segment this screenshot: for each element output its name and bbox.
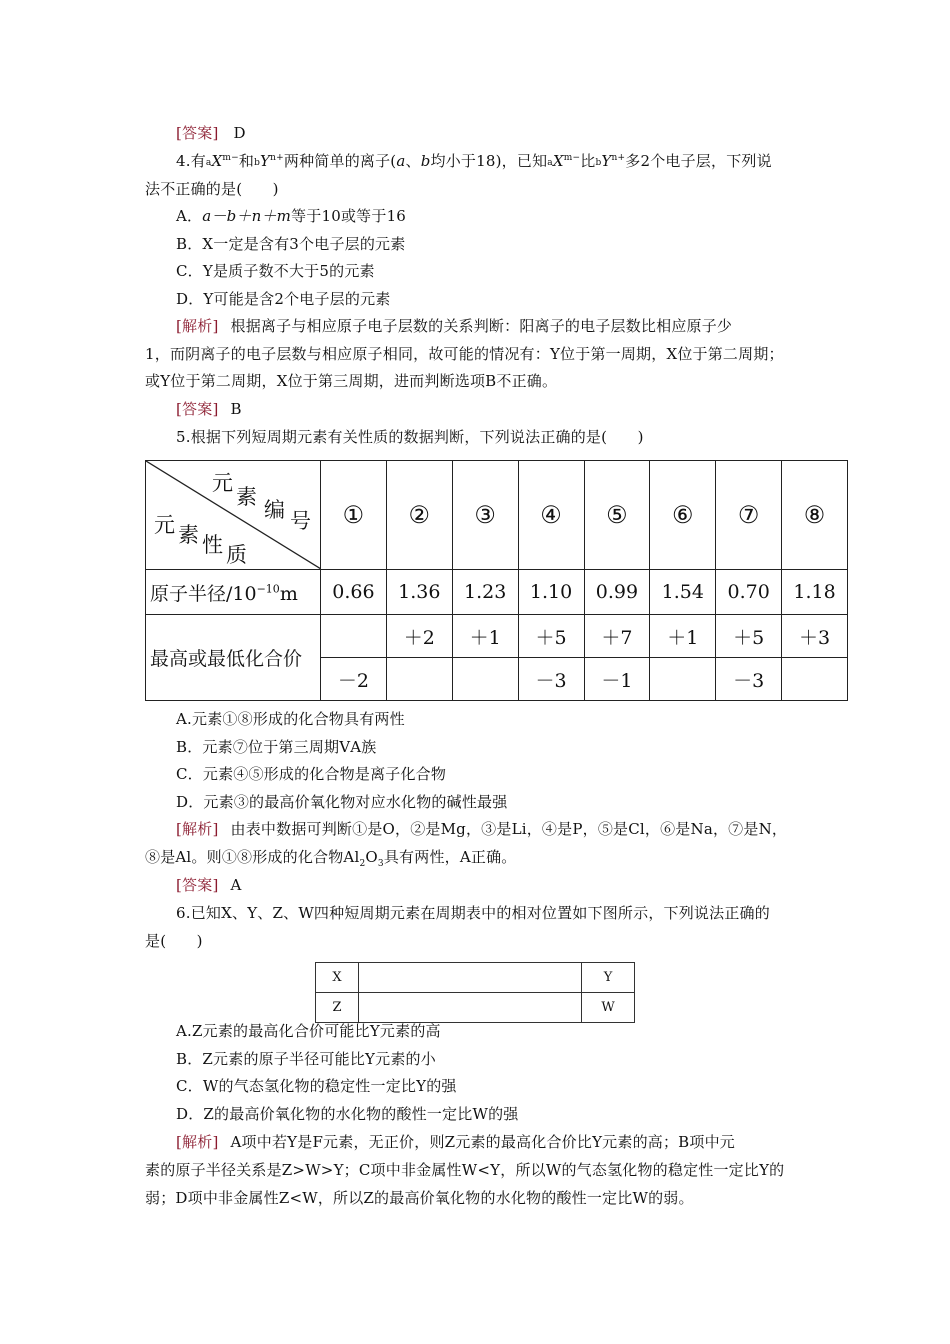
min-valence-value bbox=[650, 658, 716, 701]
q4-text: 4.有 bbox=[176, 152, 206, 170]
q4-text: 比 bbox=[580, 152, 596, 170]
element-properties-table bbox=[145, 460, 848, 701]
ion-prefix: b bbox=[595, 158, 602, 168]
q4-analysis-line1 bbox=[176, 315, 732, 337]
min-valence-value: －3 bbox=[518, 658, 584, 701]
header-char: 号 bbox=[290, 509, 311, 533]
q6-option-c: C．W的气态氢化物的稳定性一定比Y的强 bbox=[176, 1077, 457, 1095]
analysis-tag: [解析] bbox=[176, 317, 219, 335]
ion-charge: m− bbox=[563, 153, 581, 163]
q5-option-a: A.元素①⑧形成的化合物具有两性 bbox=[176, 710, 405, 728]
subscript: 2 bbox=[359, 859, 366, 869]
q5-option-b: B．元素⑦位于第三周期ⅤA族 bbox=[176, 738, 377, 756]
q5-option-c: C．元素④⑤形成的化合物是离子化合物 bbox=[176, 765, 447, 783]
max-valence-value: ＋2 bbox=[386, 615, 452, 658]
radius-exponent: −10 bbox=[256, 582, 280, 596]
q4-text: 两种简单的离子( bbox=[283, 152, 397, 170]
header-char: 质 bbox=[226, 543, 247, 567]
option-text: 等于10或等于16 bbox=[291, 207, 407, 225]
answer-tag: [答案] bbox=[176, 124, 219, 142]
q4-analysis-line2: 1，而阴离子的电子层数与相应原子相同，故可能的情况有：Y位于第一周期，X位于第二周期； bbox=[145, 345, 784, 363]
radius-value: 1.54 bbox=[650, 570, 716, 615]
diagonal-header-cell bbox=[146, 461, 321, 570]
header-char: 素 bbox=[236, 485, 257, 509]
element-number: ⑤ bbox=[584, 461, 650, 570]
valence-label: 最高或最低化合价 bbox=[146, 615, 321, 701]
grid-row-bottom bbox=[316, 993, 635, 1023]
grid-cell-y: Y bbox=[582, 963, 635, 993]
header-char: 性 bbox=[202, 533, 223, 557]
analysis-text: ⑧是Al。则①⑧形成的化合物Al bbox=[145, 848, 360, 866]
header-char: 素 bbox=[178, 523, 199, 547]
min-valence-value bbox=[782, 658, 848, 701]
option-expression: a－b＋n＋m bbox=[202, 207, 292, 225]
min-valence-value bbox=[452, 658, 518, 701]
radius-value: 0.99 bbox=[584, 570, 650, 615]
element-number: ② bbox=[386, 461, 452, 570]
q4-stem-line1 bbox=[176, 150, 772, 172]
radius-label bbox=[146, 570, 321, 615]
q4-text: 多2个电子层，下列说 bbox=[625, 152, 772, 170]
ion-symbol: Y bbox=[260, 152, 271, 170]
ion-symbol: Y bbox=[601, 152, 612, 170]
answer-tag: [答案] bbox=[176, 400, 219, 418]
radius-value: 0.66 bbox=[321, 570, 387, 615]
max-valence-value bbox=[321, 615, 387, 658]
q5-stem: 5.根据下列短周期元素有关性质的数据判断，下列说法正确的是( ) bbox=[176, 428, 644, 446]
q3-answer-line bbox=[176, 122, 246, 144]
max-valence-value: ＋1 bbox=[650, 615, 716, 658]
ion-symbol: X bbox=[211, 152, 223, 170]
analysis-text: 根据离子与相应原子电子层数的关系判断：阳离子的电子层数比相应原子少 bbox=[230, 317, 733, 335]
answer-value: A bbox=[230, 876, 242, 894]
q5-analysis-line1 bbox=[176, 818, 787, 840]
analysis-text: O bbox=[365, 848, 378, 866]
q4-analysis-line3: 或Y位于第二周期，X位于第三周期，进而判断选项B不正确。 bbox=[145, 372, 558, 390]
max-valence-value: ＋5 bbox=[716, 615, 782, 658]
ion-charge: n+ bbox=[270, 153, 284, 163]
q6-option-a: A.Z元素的最高化合价可能比Y元素的高 bbox=[176, 1022, 441, 1040]
q4-option-a bbox=[176, 205, 406, 227]
max-valence-value: ＋1 bbox=[452, 615, 518, 658]
grid-row-top bbox=[316, 963, 635, 993]
q6-option-b: B．Z元素的原子半径可能比Y元素的小 bbox=[176, 1050, 436, 1068]
grid-cell-x: X bbox=[316, 963, 359, 993]
answer-tag: [答案] bbox=[176, 876, 219, 894]
element-number: ⑧ bbox=[782, 461, 848, 570]
variable: a bbox=[396, 152, 406, 170]
radius-value: 1.36 bbox=[386, 570, 452, 615]
analysis-tag: [解析] bbox=[176, 1133, 219, 1151]
element-number: ③ bbox=[452, 461, 518, 570]
ion-symbol: X bbox=[552, 152, 564, 170]
ion-prefix: a bbox=[547, 158, 553, 168]
q4-option-c: C．Y是质子数不大于5的元素 bbox=[176, 262, 375, 280]
analysis-text: A项中若Y是F元素，无正价，则Z元素的最高化合价比Y元素的高；B项中元 bbox=[230, 1133, 736, 1151]
max-valence-value: ＋7 bbox=[584, 615, 650, 658]
ion-prefix: a bbox=[205, 158, 212, 168]
option-label: A． bbox=[176, 207, 203, 225]
header-char: 元 bbox=[154, 513, 175, 537]
answer-value: B bbox=[230, 400, 242, 418]
answer-value: D bbox=[233, 124, 246, 142]
max-valence-value: ＋3 bbox=[782, 615, 848, 658]
q4-stem-line2: 法不正确的是( ) bbox=[145, 180, 279, 198]
ion-charge: n+ bbox=[611, 153, 626, 163]
q6-option-d: D．Z的最高价氧化物的水化物的酸性一定比W的强 bbox=[176, 1105, 519, 1123]
q6-stem-line2: 是( ) bbox=[145, 932, 203, 950]
radius-value: 1.23 bbox=[452, 570, 518, 615]
ion-prefix: b bbox=[254, 158, 261, 168]
variable: b bbox=[420, 152, 431, 170]
q4-answer-line bbox=[176, 398, 242, 420]
q5-answer-line bbox=[176, 874, 242, 896]
header-char: 编 bbox=[264, 498, 285, 522]
q4-text: 均小于18)，已知 bbox=[430, 152, 548, 170]
grid-cell-w: W bbox=[582, 993, 635, 1023]
radius-label-text: 原子半径/10 bbox=[150, 582, 257, 605]
min-valence-value: －1 bbox=[584, 658, 650, 701]
radius-row bbox=[146, 570, 848, 615]
max-valence-value: ＋5 bbox=[518, 615, 584, 658]
analysis-text: 具有两性，A正确。 bbox=[383, 848, 517, 866]
grid-cell-empty bbox=[359, 963, 582, 993]
q4-option-b: B．X一定是含有3个电子层的元素 bbox=[176, 235, 406, 253]
radius-value: 0.70 bbox=[716, 570, 782, 615]
q4-text: 、 bbox=[405, 152, 421, 170]
element-number: ① bbox=[321, 461, 387, 570]
q4-text: 和 bbox=[238, 152, 255, 170]
radius-unit: m bbox=[279, 582, 298, 605]
q6-analysis-line3: 弱；D项中非金属性Z<W，所以Z的最高价氧化物的水化物的酸性一定比W的弱。 bbox=[145, 1189, 694, 1207]
radius-value: 1.10 bbox=[518, 570, 584, 615]
q5-option-d: D．元素③的最高价氧化物对应水化物的碱性最强 bbox=[176, 793, 508, 811]
min-valence-value bbox=[386, 658, 452, 701]
q6-stem-line1: 6.已知X、Y、Z、W四种短周期元素在周期表中的相对位置如下图所示，下列说法正确的 bbox=[176, 904, 770, 922]
ion-charge: m− bbox=[222, 153, 239, 163]
analysis-tag: [解析] bbox=[176, 820, 219, 838]
min-valence-value: －3 bbox=[716, 658, 782, 701]
element-number: ⑦ bbox=[716, 461, 782, 570]
q5-analysis-line2 bbox=[145, 846, 516, 868]
min-valence-value: －2 bbox=[321, 658, 387, 701]
element-number: ⑥ bbox=[650, 461, 716, 570]
grid-cell-z: Z bbox=[316, 993, 359, 1023]
element-number: ④ bbox=[518, 461, 584, 570]
q6-analysis-line2: 素的原子半径关系是Z>W>Y；C项中非金属性W<Y，所以W的气态氢化物的稳定性一定比Y的 bbox=[145, 1161, 785, 1179]
periodic-position-table bbox=[315, 962, 635, 1023]
grid-cell-empty bbox=[359, 993, 582, 1023]
q4-option-d: D．Y可能是含2个电子层的元素 bbox=[176, 290, 391, 308]
q6-analysis-line1 bbox=[176, 1131, 735, 1153]
analysis-text: 由表中数据可判断①是O，②是Mg，③是Li，④是P，⑤是Cl，⑥是Na，⑦是N， bbox=[230, 820, 788, 838]
header-char: 元 bbox=[212, 471, 233, 495]
subscript: 3 bbox=[377, 859, 384, 869]
max-valence-row bbox=[146, 615, 848, 658]
table-header-row bbox=[146, 461, 848, 570]
radius-value: 1.18 bbox=[782, 570, 848, 615]
